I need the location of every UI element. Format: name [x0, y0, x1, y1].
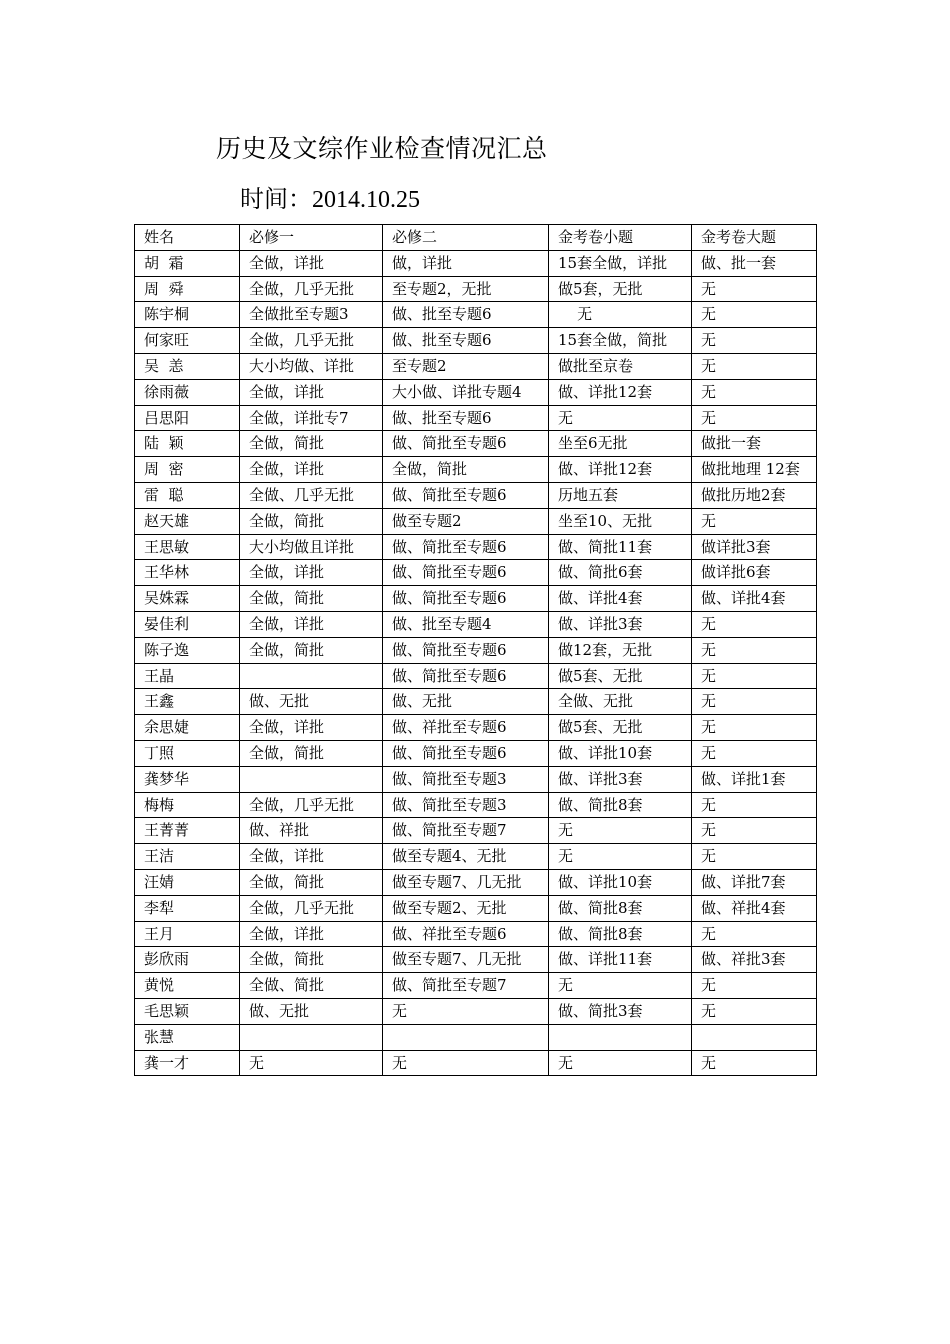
compulsory-two-cell: 无 — [383, 1050, 549, 1076]
compulsory-one-cell: 大小均做、详批 — [240, 353, 383, 379]
jinkao-large-cell: 无 — [692, 508, 817, 534]
student-name-cell: 汪婧 — [135, 869, 240, 895]
student-name-cell: 彭欣雨 — [135, 947, 240, 973]
jinkao-large-cell: 做、详批7套 — [692, 869, 817, 895]
compulsory-two-cell: 做、祥批至专题6 — [383, 715, 549, 741]
student-name-cell: 王华林 — [135, 560, 240, 586]
header-row — [135, 225, 817, 251]
table-row — [135, 611, 817, 637]
jinkao-large-cell: 无 — [692, 818, 817, 844]
compulsory-one-cell: 全做，详批专7 — [240, 405, 383, 431]
compulsory-two-cell: 做、简批至专题7 — [383, 818, 549, 844]
jinkao-small-cell: 做、详批11套 — [549, 947, 692, 973]
table-row — [135, 998, 817, 1024]
compulsory-one-cell: 全做，几乎无批 — [240, 328, 383, 354]
compulsory-two-cell: 做、批至专题6 — [383, 405, 549, 431]
compulsory-one-cell: 全做批至专题3 — [240, 302, 383, 328]
compulsory-two-cell: 做、批至专题4 — [383, 611, 549, 637]
jinkao-large-cell: 无 — [692, 611, 817, 637]
jinkao-large-cell: 做、祥批3套 — [692, 947, 817, 973]
table-row — [135, 328, 817, 354]
table-row — [135, 869, 817, 895]
compulsory-one-cell — [240, 1024, 383, 1050]
student-name-cell: 何家旺 — [135, 328, 240, 354]
table-row — [135, 302, 817, 328]
compulsory-two-cell: 至专题2 — [383, 353, 549, 379]
compulsory-one-cell: 大小均做且详批 — [240, 534, 383, 560]
compulsory-one-cell: 全做、几乎无批 — [240, 482, 383, 508]
compulsory-two-cell: 做、批至专题6 — [383, 328, 549, 354]
compulsory-one-cell: 全做，详批 — [240, 921, 383, 947]
compulsory-one-cell: 全做，几乎无批 — [240, 792, 383, 818]
table-row — [135, 482, 817, 508]
student-name-cell: 余思婕 — [135, 715, 240, 741]
compulsory-one-cell: 全做，详批 — [240, 715, 383, 741]
compulsory-two-cell: 做、简批至专题6 — [383, 740, 549, 766]
compulsory-two-cell: 做至专题7、几无批 — [383, 869, 549, 895]
table-row — [135, 405, 817, 431]
student-name-cell: 黄悦 — [135, 973, 240, 999]
compulsory-two-cell: 做、批至专题6 — [383, 302, 549, 328]
jinkao-large-cell: 无 — [692, 715, 817, 741]
student-name-cell: 徐雨薇 — [135, 379, 240, 405]
table-row — [135, 844, 817, 870]
compulsory-two-cell: 做、简批至专题6 — [383, 663, 549, 689]
jinkao-large-cell: 无 — [692, 379, 817, 405]
table-row — [135, 663, 817, 689]
jinkao-small-cell: 做、详批10套 — [549, 740, 692, 766]
compulsory-one-cell: 全做，几乎无批 — [240, 276, 383, 302]
student-name-cell: 陈宇桐 — [135, 302, 240, 328]
jinkao-large-cell: 无 — [692, 405, 817, 431]
student-name-cell: 王思敏 — [135, 534, 240, 560]
header-name: 姓名 — [135, 225, 240, 251]
student-name-cell: 王菁菁 — [135, 818, 240, 844]
jinkao-large-cell: 无 — [692, 792, 817, 818]
student-name-cell: 赵天雄 — [135, 508, 240, 534]
compulsory-one-cell — [240, 766, 383, 792]
jinkao-large-cell: 无 — [692, 302, 817, 328]
jinkao-large-cell: 做批地理 12套 — [692, 457, 817, 483]
table-row — [135, 715, 817, 741]
page-title: 历史及文综作业检查情况汇总 — [216, 134, 548, 163]
table-row — [135, 973, 817, 999]
compulsory-two-cell: 做至专题2、无批 — [383, 895, 549, 921]
compulsory-one-cell: 全做，简批 — [240, 431, 383, 457]
jinkao-small-cell: 做、简批8套 — [549, 895, 692, 921]
compulsory-two-cell: 做，详批 — [383, 250, 549, 276]
table-body — [135, 250, 817, 1076]
compulsory-two-cell: 做、祥批至专题6 — [383, 921, 549, 947]
student-name-cell: 龚梦华 — [135, 766, 240, 792]
student-name-cell: 陆 颖 — [135, 431, 240, 457]
jinkao-large-cell: 无 — [692, 998, 817, 1024]
jinkao-large-cell: 无 — [692, 663, 817, 689]
compulsory-two-cell: 全做，简批 — [383, 457, 549, 483]
jinkao-small-cell: 无 — [549, 818, 692, 844]
compulsory-one-cell: 做、无批 — [240, 998, 383, 1024]
student-name-cell: 王鑫 — [135, 689, 240, 715]
compulsory-two-cell: 做、简批至专题3 — [383, 766, 549, 792]
table-row — [135, 1024, 817, 1050]
jinkao-large-cell: 无 — [692, 740, 817, 766]
compulsory-one-cell: 全做，详批 — [240, 250, 383, 276]
compulsory-one-cell: 全做，详批 — [240, 611, 383, 637]
jinkao-small-cell: 无 — [549, 405, 692, 431]
jinkao-small-cell: 无 — [549, 844, 692, 870]
jinkao-large-cell: 无 — [692, 328, 817, 354]
jinkao-small-cell: 做5套，无批 — [549, 276, 692, 302]
jinkao-large-cell: 无 — [692, 973, 817, 999]
table-row — [135, 895, 817, 921]
compulsory-two-cell: 做、简批至专题6 — [383, 637, 549, 663]
table-row — [135, 508, 817, 534]
jinkao-small-cell: 做、简批3套 — [549, 998, 692, 1024]
compulsory-two-cell: 做、无批 — [383, 689, 549, 715]
compulsory-two-cell: 做至专题7、几无批 — [383, 947, 549, 973]
jinkao-small-cell: 坐至10、无批 — [549, 508, 692, 534]
student-name-cell: 龚一才 — [135, 1050, 240, 1076]
jinkao-small-cell: 无 — [549, 1050, 692, 1076]
compulsory-two-cell: 至专题2，无批 — [383, 276, 549, 302]
jinkao-large-cell: 做批历地2套 — [692, 482, 817, 508]
compulsory-one-cell: 全做，详批 — [240, 844, 383, 870]
table-row — [135, 379, 817, 405]
homework-check-table — [134, 224, 817, 1076]
student-name-cell: 陈子逸 — [135, 637, 240, 663]
header-compulsory-two: 必修二 — [383, 225, 549, 251]
table-row — [135, 560, 817, 586]
student-name-cell: 吴姝霖 — [135, 586, 240, 612]
jinkao-small-cell: 15套全做，详批 — [549, 250, 692, 276]
jinkao-small-cell: 做、详批3套 — [549, 766, 692, 792]
student-name-cell: 王洁 — [135, 844, 240, 870]
student-name-cell: 王月 — [135, 921, 240, 947]
table-row — [135, 586, 817, 612]
table-row — [135, 740, 817, 766]
compulsory-two-cell: 做、简批至专题3 — [383, 792, 549, 818]
compulsory-one-cell: 全做、简批 — [240, 973, 383, 999]
date-label: 时间： — [240, 185, 312, 213]
jinkao-small-cell: 做、详批10套 — [549, 869, 692, 895]
jinkao-small-cell: 15套全做，简批 — [549, 328, 692, 354]
compulsory-one-cell: 无 — [240, 1050, 383, 1076]
compulsory-two-cell: 做至专题2 — [383, 508, 549, 534]
jinkao-small-cell: 做批至京卷 — [549, 353, 692, 379]
jinkao-large-cell: 无 — [692, 276, 817, 302]
compulsory-one-cell: 全做，简批 — [240, 740, 383, 766]
jinkao-small-cell: 无 — [549, 973, 692, 999]
jinkao-large-cell: 无 — [692, 353, 817, 379]
compulsory-one-cell: 全做，详批 — [240, 379, 383, 405]
compulsory-one-cell: 做、无批 — [240, 689, 383, 715]
compulsory-one-cell: 全做，详批 — [240, 560, 383, 586]
table-row — [135, 534, 817, 560]
table-row — [135, 353, 817, 379]
jinkao-small-cell — [549, 1024, 692, 1050]
jinkao-large-cell: 做详批3套 — [692, 534, 817, 560]
report-date — [240, 183, 420, 216]
student-name-cell: 胡 霜 — [135, 250, 240, 276]
student-name-cell: 丁照 — [135, 740, 240, 766]
student-name-cell: 晏佳利 — [135, 611, 240, 637]
student-name-cell: 张慧 — [135, 1024, 240, 1050]
table-row — [135, 276, 817, 302]
header-jinkao-large: 金考卷大题 — [692, 225, 817, 251]
compulsory-two-cell: 无 — [383, 998, 549, 1024]
jinkao-small-cell: 做、详批12套 — [549, 457, 692, 483]
student-name-cell: 王晶 — [135, 663, 240, 689]
jinkao-large-cell: 做、详批4套 — [692, 586, 817, 612]
jinkao-large-cell: 无 — [692, 689, 817, 715]
student-name-cell: 周 密 — [135, 457, 240, 483]
table-row — [135, 792, 817, 818]
jinkao-small-cell: 无 — [549, 302, 692, 328]
compulsory-two-cell: 做、简批至专题6 — [383, 482, 549, 508]
student-name-cell: 吕思阳 — [135, 405, 240, 431]
header-jinkao-small: 金考卷小题 — [549, 225, 692, 251]
jinkao-large-cell: 无 — [692, 1050, 817, 1076]
jinkao-small-cell: 坐至6无批 — [549, 431, 692, 457]
jinkao-small-cell: 做、简批11套 — [549, 534, 692, 560]
jinkao-large-cell: 做、详批1套 — [692, 766, 817, 792]
jinkao-small-cell: 做、简批8套 — [549, 792, 692, 818]
compulsory-two-cell: 做、简批至专题6 — [383, 586, 549, 612]
table-row — [135, 431, 817, 457]
compulsory-two-cell: 做、简批至专题6 — [383, 560, 549, 586]
jinkao-large-cell: 做、批一套 — [692, 250, 817, 276]
jinkao-large-cell: 无 — [692, 637, 817, 663]
student-name-cell: 吴 恙 — [135, 353, 240, 379]
jinkao-small-cell: 做、详批3套 — [549, 611, 692, 637]
compulsory-one-cell: 做、祥批 — [240, 818, 383, 844]
compulsory-one-cell: 全做，详批 — [240, 457, 383, 483]
student-name-cell: 梅梅 — [135, 792, 240, 818]
jinkao-large-cell: 做详批6套 — [692, 560, 817, 586]
compulsory-two-cell: 做、简批至专题6 — [383, 431, 549, 457]
jinkao-large-cell: 无 — [692, 844, 817, 870]
jinkao-small-cell: 做、简批6套 — [549, 560, 692, 586]
table-row — [135, 818, 817, 844]
compulsory-two-cell — [383, 1024, 549, 1050]
table-row — [135, 921, 817, 947]
table-row — [135, 766, 817, 792]
jinkao-small-cell: 做、简批8套 — [549, 921, 692, 947]
jinkao-small-cell: 历地五套 — [549, 482, 692, 508]
student-name-cell: 雷 聪 — [135, 482, 240, 508]
table-row — [135, 689, 817, 715]
compulsory-two-cell: 做、简批至专题7 — [383, 973, 549, 999]
date-value: 2014.10.25 — [312, 187, 420, 213]
table-row — [135, 1050, 817, 1076]
compulsory-two-cell: 做、简批至专题6 — [383, 534, 549, 560]
jinkao-small-cell: 做、详批12套 — [549, 379, 692, 405]
compulsory-one-cell: 全做，简批 — [240, 586, 383, 612]
header-compulsory-one: 必修一 — [240, 225, 383, 251]
table-row — [135, 250, 817, 276]
compulsory-two-cell: 大小做、详批专题4 — [383, 379, 549, 405]
jinkao-small-cell: 做5套、无批 — [549, 663, 692, 689]
compulsory-one-cell — [240, 663, 383, 689]
jinkao-large-cell: 做批一套 — [692, 431, 817, 457]
jinkao-large-cell: 无 — [692, 921, 817, 947]
jinkao-small-cell: 做、详批4套 — [549, 586, 692, 612]
compulsory-one-cell: 全做，简批 — [240, 637, 383, 663]
table-row — [135, 457, 817, 483]
compulsory-one-cell: 全做，简批 — [240, 947, 383, 973]
compulsory-one-cell: 全做，简批 — [240, 869, 383, 895]
student-name-cell: 周 舜 — [135, 276, 240, 302]
student-name-cell: 李犁 — [135, 895, 240, 921]
table-row — [135, 637, 817, 663]
jinkao-large-cell — [692, 1024, 817, 1050]
compulsory-one-cell: 全做，几乎无批 — [240, 895, 383, 921]
jinkao-small-cell: 做12套，无批 — [549, 637, 692, 663]
jinkao-large-cell: 做、祥批4套 — [692, 895, 817, 921]
student-name-cell: 毛思颖 — [135, 998, 240, 1024]
table-row — [135, 947, 817, 973]
compulsory-one-cell: 全做，简批 — [240, 508, 383, 534]
jinkao-small-cell: 做5套、无批 — [549, 715, 692, 741]
compulsory-two-cell: 做至专题4、无批 — [383, 844, 549, 870]
jinkao-small-cell: 全做、无批 — [549, 689, 692, 715]
